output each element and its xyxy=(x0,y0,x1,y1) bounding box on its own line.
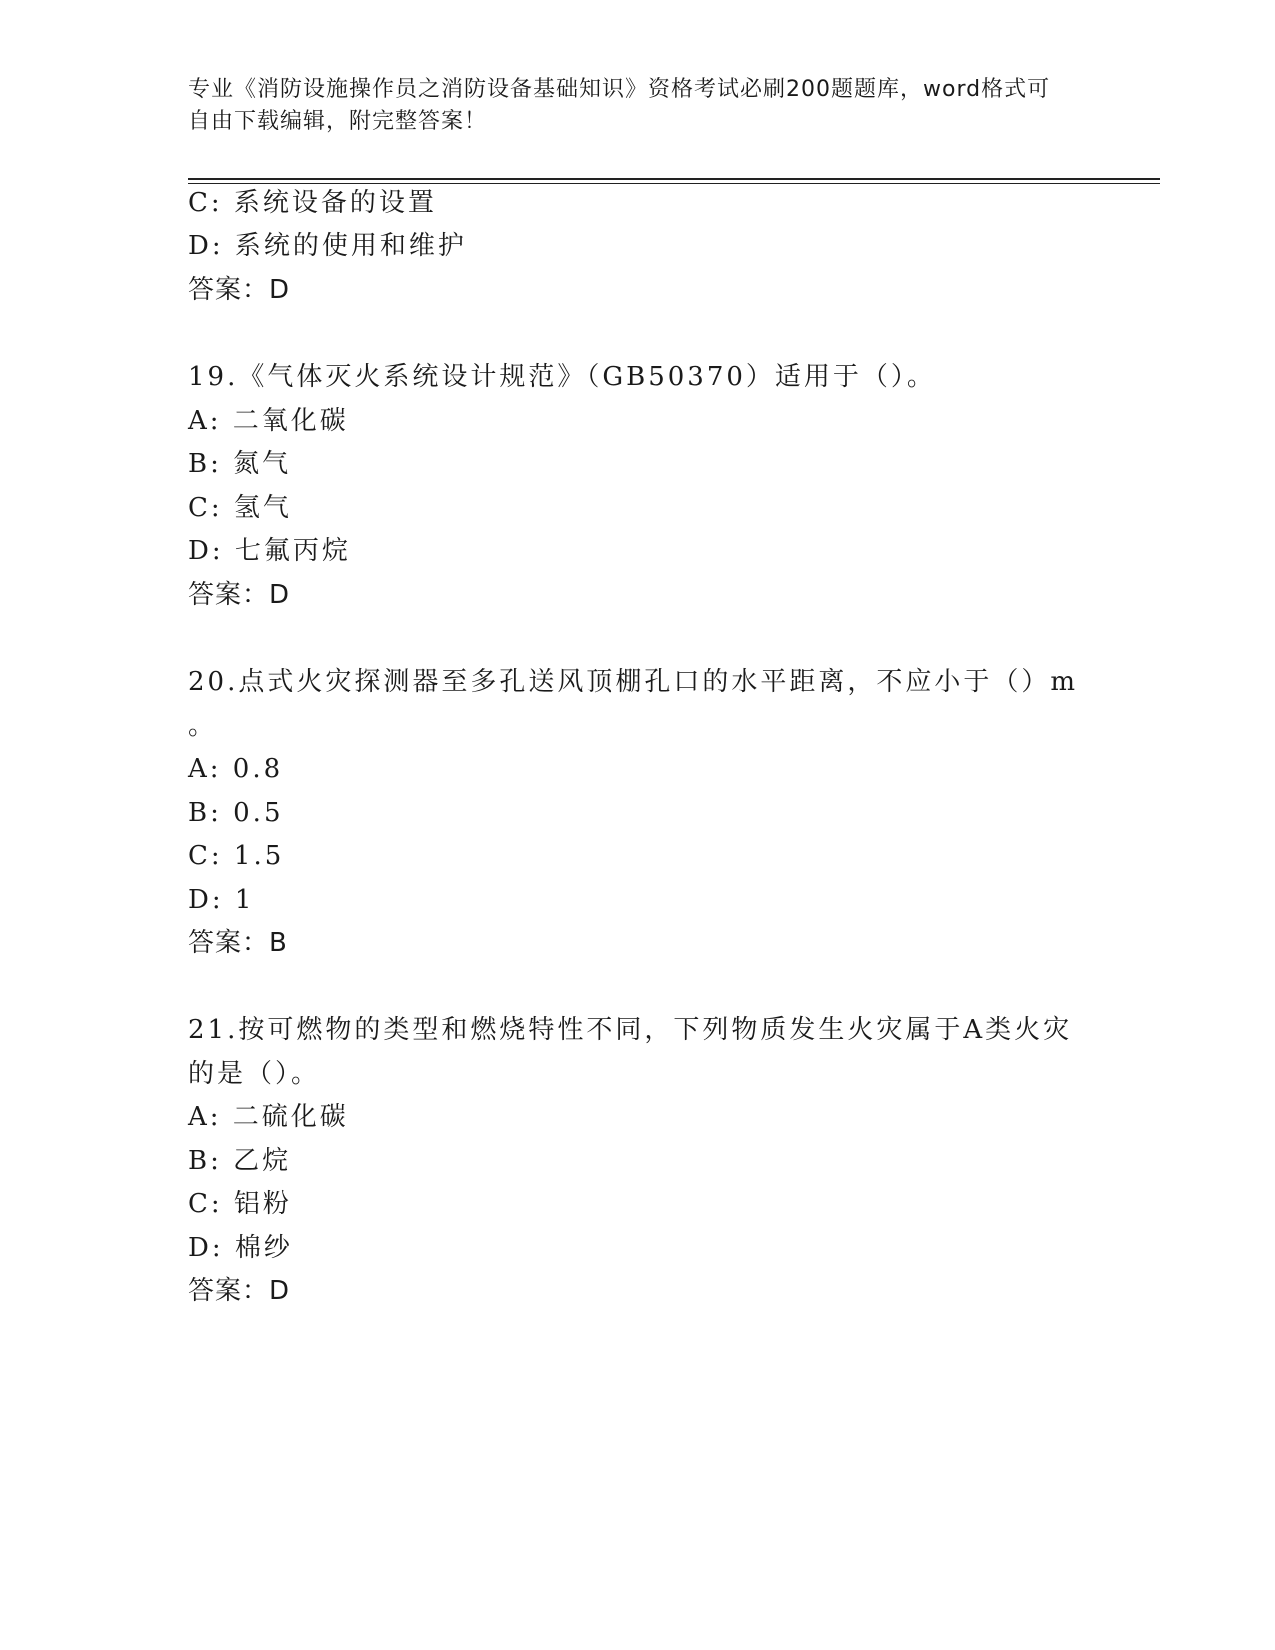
prev-option-c: C: 系统设备的设置 xyxy=(188,188,437,218)
question-19-option-b: B: 氮气 xyxy=(188,449,292,479)
question-21-option-b: B: 乙烷 xyxy=(188,1146,292,1176)
question-20-stem-line1: 20.点式火灾探测器至多孔送风顶棚孔口的水平距离，不应小于（）m xyxy=(188,667,1079,697)
question-20-option-d: D: 1 xyxy=(188,885,255,915)
question-21-option-d: D: 棉纱 xyxy=(188,1233,293,1263)
question-20-option-b: B: 0.5 xyxy=(188,798,284,828)
question-20-option-a: A: 0.8 xyxy=(188,754,284,784)
prev-answer: 答案：D xyxy=(188,275,291,305)
question-21-option-a: A: 二硫化碳 xyxy=(188,1102,349,1132)
question-21-option-c: C: 铝粉 xyxy=(188,1189,292,1219)
prev-option-d: D: 系统的使用和维护 xyxy=(188,231,467,261)
question-19-option-c: C: 氢气 xyxy=(188,493,292,523)
document-header: 专业《消防设施操作员之消防设备基础知识》资格考试必刷200题题库，word格式可自由下载编辑，附完整答案！ xyxy=(188,77,1051,134)
question-20-option-c: C: 1.5 xyxy=(188,841,285,871)
question-19-option-d: D: 七氟丙烷 xyxy=(188,536,351,566)
question-20-stem-line2: 。 xyxy=(188,711,218,741)
question-21-stem-line2: 的是（）。 xyxy=(188,1059,321,1089)
question-19-answer: 答案：D xyxy=(188,580,291,610)
question-19-option-a: A: 二氧化碳 xyxy=(188,406,349,436)
question-21-answer: 答案：D xyxy=(188,1276,291,1306)
header-rule-thin xyxy=(188,183,1160,184)
header-rule-thick xyxy=(188,178,1160,180)
question-21-stem-line1: 21.按可燃物的类型和燃烧特性不同，下列物质发生火灾属于A类火灾 xyxy=(188,1015,1073,1045)
question-19-stem: 19.《气体灭火系统设计规范》（GB50370）适用于（）。 xyxy=(188,362,936,392)
question-20-answer: 答案：B xyxy=(188,928,288,958)
